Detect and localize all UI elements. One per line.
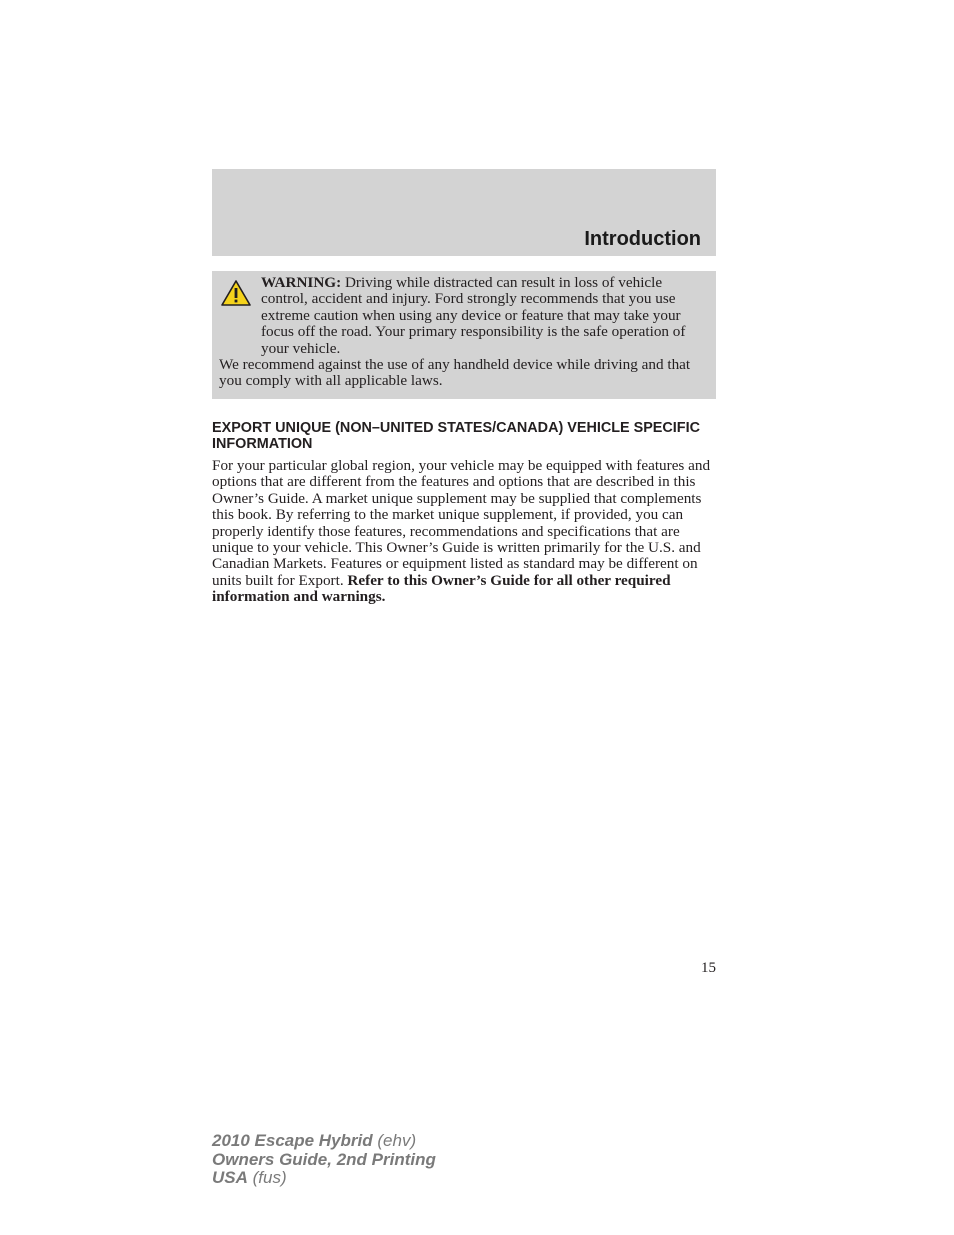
page-number: 15 (701, 960, 716, 976)
section-heading: EXPORT UNIQUE (NON–UNITED STATES/CANADA) VEHICLE SPECIFIC INFORMATION (212, 420, 700, 453)
section-body-text: For your particular global region, your vehicle may be equipped with features and options that are different from the features and options that are described in this Owner’s Guide. A market unique supplement may be supplied that complements this book. By referring to the market unique supplement, if provided, you can properly identify those features, recommendations and specifications that are unique to your vehicle. This Owner’s Guide is written primarily for the U.S. and Canadian Markets. Features or equipment listed as standard may be different on units built for Export. (212, 457, 711, 589)
section-body (212, 458, 716, 606)
document-footer (212, 1132, 436, 1188)
warning-label: WARNING: (261, 274, 342, 291)
footer-line-2: Owners Guide, 2nd Printing (212, 1149, 436, 1169)
footer-market-code: (fus) (252, 1168, 287, 1187)
warning-recommendation: We recommend against the use of any handheld device while driving and that you comply with all applicable laws. (219, 356, 691, 390)
warning-paragraph (219, 275, 708, 357)
warning-box (212, 271, 716, 399)
warning-triangle-icon (220, 279, 252, 307)
section-header-band (212, 169, 716, 256)
section-body-bold: Refer to this Owner’s Guide for all other required information and warnings. (212, 571, 671, 606)
footer-model-code: (ehv) (377, 1131, 417, 1150)
footer-line-3 (212, 1169, 436, 1188)
footer-model: 2010 Escape Hybrid (212, 1131, 373, 1150)
warning-text: Driving while distracted can result in loss of vehicle control, accident and injury. Ford strongly recommends that you use extreme caution when using any device or feature that may take your focus off the road. Your primary responsibility is the safe operation of your vehicle. (261, 274, 686, 357)
footer-market: USA (212, 1168, 248, 1187)
section-title: Introduction (584, 228, 701, 250)
footer-line-1 (212, 1132, 436, 1151)
